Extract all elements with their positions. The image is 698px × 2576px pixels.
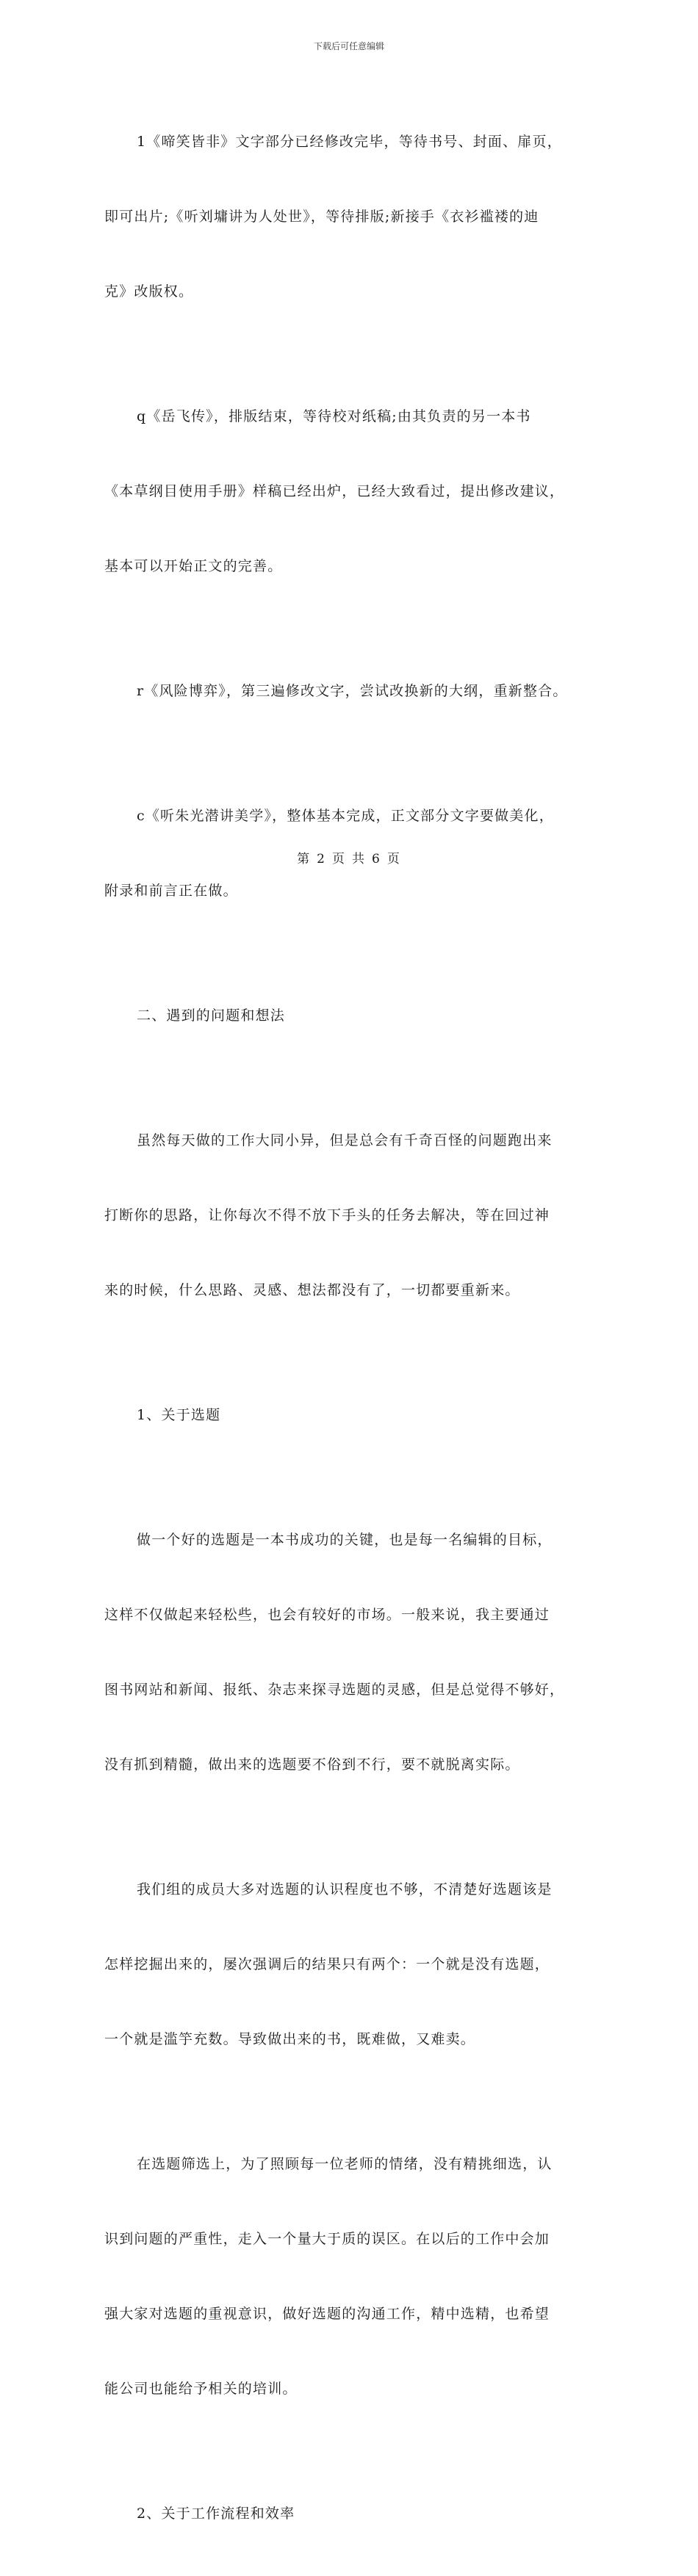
text-line: 即可出片;《听刘墉讲为人处世》，等待排版;新接手《衣衫褴褛的迪	[104, 209, 539, 225]
text-line: 图书网站和新闻、报纸、杂志来探寻选题的灵感，但是总觉得不够好，	[104, 1682, 565, 1698]
page-footer	[0, 848, 698, 866]
paragraph	[104, 2102, 604, 2451]
text-line: c《听朱光潜讲美学》，整体基本完成，正文部分文字要做美化，	[137, 808, 554, 824]
text-line: 我们组的成员大多对选题的认识程度也不够，不清楚好选题该是	[137, 1881, 553, 1897]
footer-suffix: 页	[386, 852, 401, 866]
text-line: 能公司也能给予相关的培训。	[104, 2381, 298, 2397]
total-pages-number: 6	[372, 852, 381, 866]
paragraph	[104, 629, 604, 753]
paragraph	[104, 354, 604, 629]
text-line: 打断你的思路，让你每次不得不放下手头的任务去解决，等在回过神	[104, 1207, 550, 1223]
footer-prefix: 第	[297, 852, 312, 866]
text-line: 基本可以开始正文的完善。	[104, 558, 283, 574]
text-line: 来的时候，什么思路、灵感、想法都没有了，一切都要重新来。	[104, 1282, 520, 1298]
text-line: 这样不仅做起来轻松些，也会有较好的市场。一般来说，我主要通过	[104, 1607, 550, 1623]
text-line: 做一个好的选题是一本书成功的关键，也是每一名编辑的目标，	[137, 1532, 553, 1548]
document-body	[104, 79, 604, 2576]
page-header: 下载后可任意编辑	[313, 41, 384, 51]
footer-total-prefix: 共	[352, 852, 366, 866]
paragraph	[104, 1827, 604, 2102]
text-line: 识到问题的严重性，走入一个量大于质的误区。在以后的工作中会加	[104, 2231, 550, 2247]
subsection-heading	[104, 1353, 604, 1477]
paragraph	[104, 1477, 604, 1827]
text-line: 没有抓到精髓，做出来的选题要不俗到不行，要不就脱离实际。	[104, 1756, 520, 1773]
text-line: 《本草纲目使用手册》样稿已经出炉，已经大致看过，提出修改建议，	[104, 483, 565, 499]
text-line: 强大家对选题的重视意识，做好选题的沟通工作，精中选精，也希望	[104, 2306, 550, 2322]
footer-page-word: 页	[332, 852, 346, 866]
text-line: 克》改版权。	[104, 283, 194, 300]
text-line: q《岳飞传》，排版结束，等待校对纸稿;由其负责的另一本书	[137, 408, 531, 424]
text-line: 1、关于选题	[137, 1407, 221, 1423]
text-line: 怎样挖掘出来的，屡次强调后的结果只有两个：一个就是没有选题，	[104, 1956, 550, 1972]
text-line: r《风险博弈》，第三遍修改文字，尝试改换新的大纲，重新整合。	[137, 683, 568, 699]
paragraph	[104, 1078, 604, 1353]
text-line: 二、遇到的问题和想法	[137, 1007, 286, 1024]
subsection-heading	[104, 2451, 604, 2576]
current-page-number: 2	[317, 852, 326, 866]
section-heading	[104, 953, 604, 1078]
text-line: 一个就是滥竽充数。导致做出来的书，既难做，又难卖。	[104, 2031, 476, 2047]
paragraph	[104, 79, 604, 354]
text-line: 虽然每天做的工作大同小异，但是总会有千奇百怪的问题跑出来	[137, 1132, 553, 1148]
text-line: 1《啼笑皆非》文字部分已经修改完毕，等待书号、封面、扉页，	[137, 134, 562, 150]
text-line: 附录和前言正在做。	[104, 883, 238, 899]
text-line: 在选题筛选上，为了照顾每一位老师的情绪，没有精挑细选，认	[137, 2156, 553, 2172]
text-line: 2、关于工作流程和效率	[137, 2506, 295, 2522]
